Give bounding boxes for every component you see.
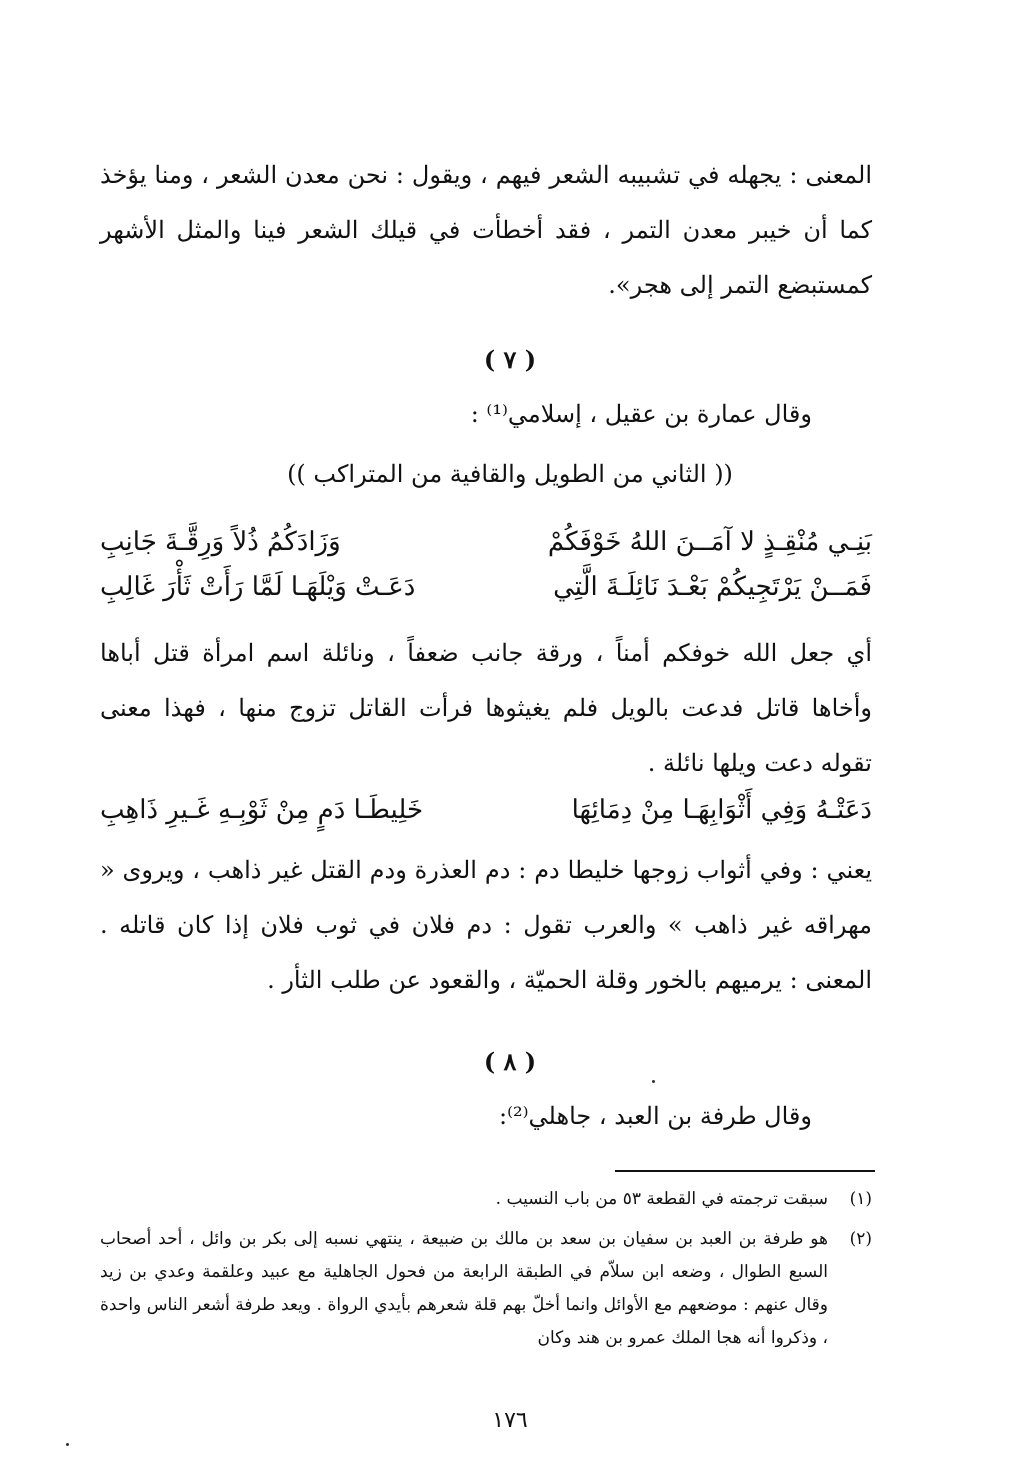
speck: [652, 1080, 655, 1083]
verse-second-hemistich: وَزَادَكُمُ ذُلاً وَرِقَّـةَ جَانِبِ: [100, 527, 341, 557]
verse-first-hemistich: دَعَتْـهُ وَفِي أَثْوَابِهَـا مِنْ دِمَائِهَا: [571, 795, 872, 825]
commentary-paragraph-1: المعنى : يجهله في تشبيبه الشعر فيهم ، ويقول : نحن معدن الشعر ، ومنا يؤخذ كما أن خيبر معدن التمر ، فقد أخطأت في قيلك الشعر فينا والمثل الأشهر كمستبضع التمر إلى هجر».: [100, 161, 872, 299]
verse-line: [100, 522, 872, 562]
verse-first-hemistich: بَنِـي مُنْقِـذٍ لا آمَــنَ اللهُ خَوْفَكُمْ: [547, 527, 872, 557]
commentary-paragraph-2: أي جعل الله خوفكم أمناً ، ورقة جانب ضعفاً ، ونائلة اسم امرأة قتل أباها وأخاها قاتل فدعت بالويل فلم يغيثوها فرأت القاتل تزوج منها ، فهذا معنى تقوله دعت ويلها نائلة .: [100, 639, 872, 777]
footnote-number: (١): [849, 1189, 872, 1209]
poet-intro-8: وقال طرفة بن العبد ، جاهلي⁽²⁾:: [499, 1102, 812, 1130]
commentary-paragraph-3: يعني : وفي أثواب زوجها خليطا دم : دم العذرة ودم القتل غير ذاهب ، ويروى « مهراقه غير ذاهب » والعرب تقول : دم فلان في ثوب فلان إذا كان قاتله . المعنى : يرميهم بالخور وقلة الحميّة ، والقعود عن طلب الثأر .: [100, 856, 872, 994]
section-number-8: ( ٨ ): [483, 1047, 537, 1076]
verse-second-hemistich: دَعَـتْ وَيْلَهَـا لَمَّا رَأَتْ ثَأْرَ غَالِبِ: [100, 572, 416, 602]
verse-second-hemistich: خَلِيطَـا دَمٍ مِنْ ثَوْبِـهِ غَـيرِ ذَاهِبِ: [100, 795, 424, 825]
poet-intro-7: وقال عمارة بن عقيل ، إسلامي⁽¹⁾ :: [470, 400, 812, 428]
footnote-1: [100, 1183, 872, 1216]
verse-line: [100, 567, 872, 607]
section-number-7: ( ٧ ): [483, 345, 537, 374]
verse-line: [100, 790, 872, 830]
page-number: ١٧٦: [492, 1408, 528, 1433]
footnote-separator: [615, 1170, 875, 1172]
footnote-text: هو طرفة بن العبد بن سفيان بن سعد بن مالك بن ضبيعة ، ينتهي نسبه إلى بكر بن وائل ، أحد أصحاب السبع الطوال ، وضعه ابن سلاّم في الطبقة الرابعة من فحول الجاهلية مع عبيد وعلقمة وعدي بن زيد وقال عنهم : موضعهم مع الأوائل وانما أخلّ بهم قلة شعرهم بأيدي الرواة . ويعد طرفة أشعر الناس واحدة ، وذكروا أنه هجا الملك عمرو بن هند وكان: [100, 1229, 828, 1348]
verse-first-hemistich: فَمَــنْ يَرْتَجِيكُمْ بَعْـدَ نَائِلَـةَ الَّتِي: [553, 572, 872, 602]
footnote-text: سبقت ترجمته في القطعة ٥٣ من باب النسيب .: [495, 1189, 828, 1209]
meter-heading: (( الثاني من الطويل والقافية من المتراكب )): [287, 460, 733, 488]
footnote-2: [100, 1223, 872, 1355]
speck: [66, 1443, 69, 1446]
footnote-number: (٢): [849, 1229, 872, 1249]
